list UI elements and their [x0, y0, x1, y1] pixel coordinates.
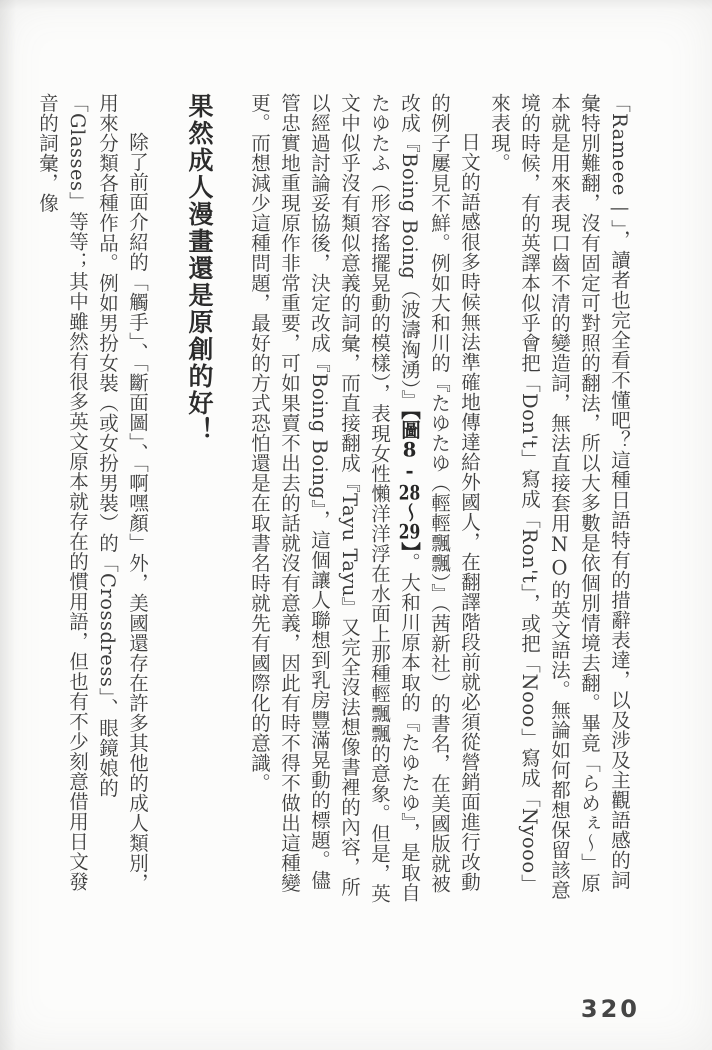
text-run: 。大和川原本取的『たゆたゆ』，是取自たゆたふ（形容搖擺晃動的模樣），表現女性懶洋洋浮在水面上那種輕飄飄的意象。但是，英文中似乎沒有類似意義的詞彙，而直接翻成『Tayu Tayu』又完全沒法想像書裡的內容，所以經過討論妥協後，決定改成『Boing Boing』，這個讓人聯想到乳房豐滿晃動的標題。儘管忠實地重現原作非常重要，可如果賣不出去的話就沒有意義，因此有時不得不做出這種變更。而想減少這種問題，最好的方式恐怕還是在取書名時就先有國際化的意識。 — [248, 93, 421, 904]
figure-reference: 8 — [402, 439, 417, 460]
paragraph — [32, 93, 152, 905]
text-run: 日文的語感很多時候無法準確地傳達給外國人，在翻譯階段前就必須從營銷面進行改動的例子屢見不鮮。例如大和川的『たゆたゆ（輕輕飄飄）』（茜新社）的書名，在美國版就被改成『Boing Boing（波濤洶湧）』 — [398, 93, 481, 894]
section-heading: 果然成人漫畫還是原創的好！ — [185, 93, 214, 444]
figure-reference: 28 — [398, 482, 421, 503]
long-dash: — — [608, 195, 631, 220]
figure-reference: - — [398, 459, 421, 483]
text-run: 的英文語法。無論如何都想保留該意境的時候，有的英譯本似乎會把「Don't」寫成「Ron't」，或把「Nooo」寫成「Nyooo」來表現。 — [488, 93, 571, 900]
figure-reference: 【圖 — [398, 409, 421, 440]
figure-reference: ～ — [398, 502, 421, 523]
text-run: 」，讀者也完全看不懂吧？這種日語特有的措辭表達，以及涉及主觀語感的詞彙特別難翻，沒有固定可對照的翻法，所以大多數是依個別情境去翻。畢竟「らめぇ～」原本就是用來表現口齒不清的變造詞，無法直接套用 — [548, 93, 631, 893]
page-number: 320 — [580, 995, 640, 1023]
figure-reference: 29 — [398, 522, 421, 542]
figure-reference: 】 — [398, 541, 421, 553]
text-run: 除了前面介紹的「觸手」、「斷面圖」、「啊嘿顏」外，美國還存在許多其他的成人類別，用來分類各種作品。例如男扮女裝（或女扮男裝）的「Crossdress」、眼鏡娘的「Glasses」等等；其中雖然有很多英文原本就存在的慣用語，但也有不少刻意借用日文發音的詞彙，像 — [36, 93, 149, 893]
vertical-text-flow — [32, 93, 634, 905]
text-run: 「Rameee — [608, 93, 631, 196]
paragraph — [484, 93, 634, 905]
paragraph — [244, 93, 484, 905]
upright-latin: NO — [548, 533, 571, 580]
